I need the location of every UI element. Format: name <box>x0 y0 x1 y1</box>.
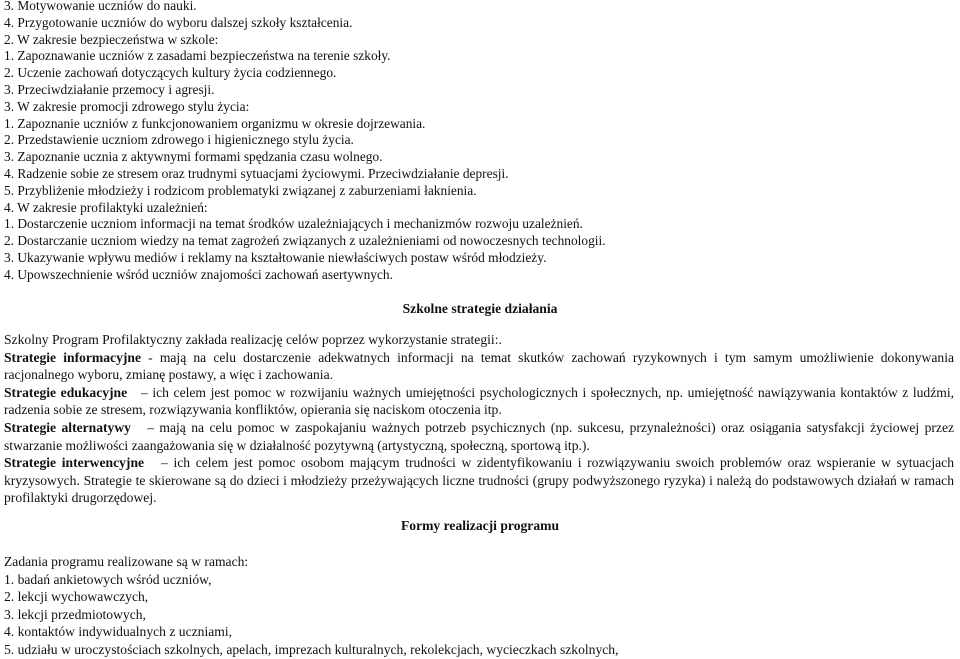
strategy-interwencyjne <box>4 454 954 507</box>
list-item: 1. badań ankietowych wśród uczniów, <box>4 571 212 587</box>
list-item: 4. W zakresie profilaktyki uzależnień: <box>4 199 208 215</box>
forms-section <box>4 553 954 659</box>
list-item: 3. Motywowanie uczniów do nauki. <box>4 0 197 13</box>
list-item: 3. lekcji przedmiotowych, <box>4 606 146 622</box>
list-item: 2. W zakresie bezpieczeństwa w szkole: <box>4 31 219 47</box>
list-item: 5. udziału w uroczystościach szkolnych, apelach, imprezach kulturalnych, rekolekcjach, wycieczkach szkolnych, <box>4 641 619 657</box>
strategies-section <box>4 331 954 507</box>
list-item: 3. Ukazywanie wpływu mediów i reklamy na kształtowanie niewłaściwych postaw wśród młodzieży. <box>4 249 547 265</box>
list-item: 1. Zapoznanie uczniów z funkcjonowaniem organizmu w okresie dojrzewania. <box>4 115 426 131</box>
strategy-description: - mają na celu dostarczenie adekwatnych informacji na temat skutków zachowań ryzykownych i tym samym umożliwienie dokonywania racjonalnego wyboru, zmianę postawy, a więc i zachowania. <box>4 349 955 383</box>
strategy-name: Strategie alternatywy <box>4 419 131 435</box>
list-item: 5. Przybliżenie młodzieży i rodzicom problematyki związanej z zaburzeniami łaknienia. <box>4 182 477 198</box>
strategy-description: mają na celu pomoc w zaspokajaniu ważnych potrzeb psychicznych (np. sukcesu, przynależności) oraz osiągania satysfakcji życiowej przez stwarzanie możliwości zaangażowania się w działalność pozytywną (artystyczną, społeczną, sportową itp.). <box>4 419 955 453</box>
list-item: 4. kontaktów indywidualnych z uczniami, <box>4 624 233 640</box>
strategy-informacyjne <box>4 349 954 384</box>
list-item: 3. W zakresie promocji zdrowego stylu życia: <box>4 98 250 114</box>
list-item: 4. Przygotowanie uczniów do wyboru dalszej szkoły kształcenia. <box>4 14 353 30</box>
strategy-edukacyjne <box>4 384 954 419</box>
list-item: 2. lekcji wychowawczych, <box>4 589 149 605</box>
list-item: 4. Upowszechnienie wśród uczniów znajomości zachowań asertywnych. <box>4 266 393 282</box>
dash: – <box>147 419 154 435</box>
section-heading-forms: Formy realizacji programu <box>400 518 560 533</box>
strategy-name: Strategie informacyjne <box>4 349 141 365</box>
section-heading-strategies: Szkolne strategie działania <box>402 301 558 316</box>
list-item: 2. Dostarczanie uczniom wiedzy na temat zagrożeń związanych z uzależnieniami od nowoczesnych technologii. <box>4 233 606 249</box>
forms-intro: Zadania programu realizowane są w ramach: <box>4 554 249 569</box>
list-item: 2. Przedstawienie uczniom zdrowego i higienicznego stylu życia. <box>4 132 354 148</box>
dash: – <box>140 384 148 400</box>
strategy-description: ich celem jest pomoc osobom mającym trudności w zidentyfikowaniu i rozwiązywaniu swoich problemów oraz wspieranie w sytuacjach kryzysowych. Strategie te skierowane są do dzieci i młodzieży przeżywających liczne trudności (grupy podwyższonego ryzyka) i należą do podstawowych działań w ramach profilaktyki drugorzędowej. <box>4 455 954 506</box>
strategy-name: Strategie edukacyjne <box>4 384 128 400</box>
list-item: 3. Przeciwdziałanie przemocy i agresji. <box>4 81 215 97</box>
strategy-description: ich celem jest pomoc w rozwijaniu ważnych umiejętności psychologicznych i społecznych, np. umiejętność nawiązywania kontaktów z ludźmi, radzenia sobie ze stresem, rozwiązywania konfliktów, opierania się naciskom otoczenia itp. <box>4 384 955 418</box>
dash: – <box>161 455 168 471</box>
strategies-intro: Szkolny Program Profilaktyczny zakłada realizację celów poprzez wykorzystanie strategii:. <box>4 332 502 347</box>
list-item: 3. Zapoznanie ucznia z aktywnymi formami spędzania czasu wolnego. <box>4 149 383 165</box>
goals-list <box>4 0 954 284</box>
list-item: 2. Uczenie zachowań dotyczących kultury życia codziennego. <box>4 65 337 81</box>
list-item: 1. Dostarczenie uczniom informacji na temat środków uzależniających i mechanizmów rozwoju uzależnień. <box>4 216 583 232</box>
list-item: 1. Zapoznawanie uczniów z zasadami bezpieczeństwa na terenie szkoły. <box>4 48 391 64</box>
list-item: 4. Radzenie sobie ze stresem oraz trudnymi sytuacjami życiowymi. Przeciwdziałanie depresji. <box>4 165 509 181</box>
strategy-alternatywy <box>4 419 954 454</box>
strategy-name: Strategie interwencyjne <box>4 455 145 471</box>
